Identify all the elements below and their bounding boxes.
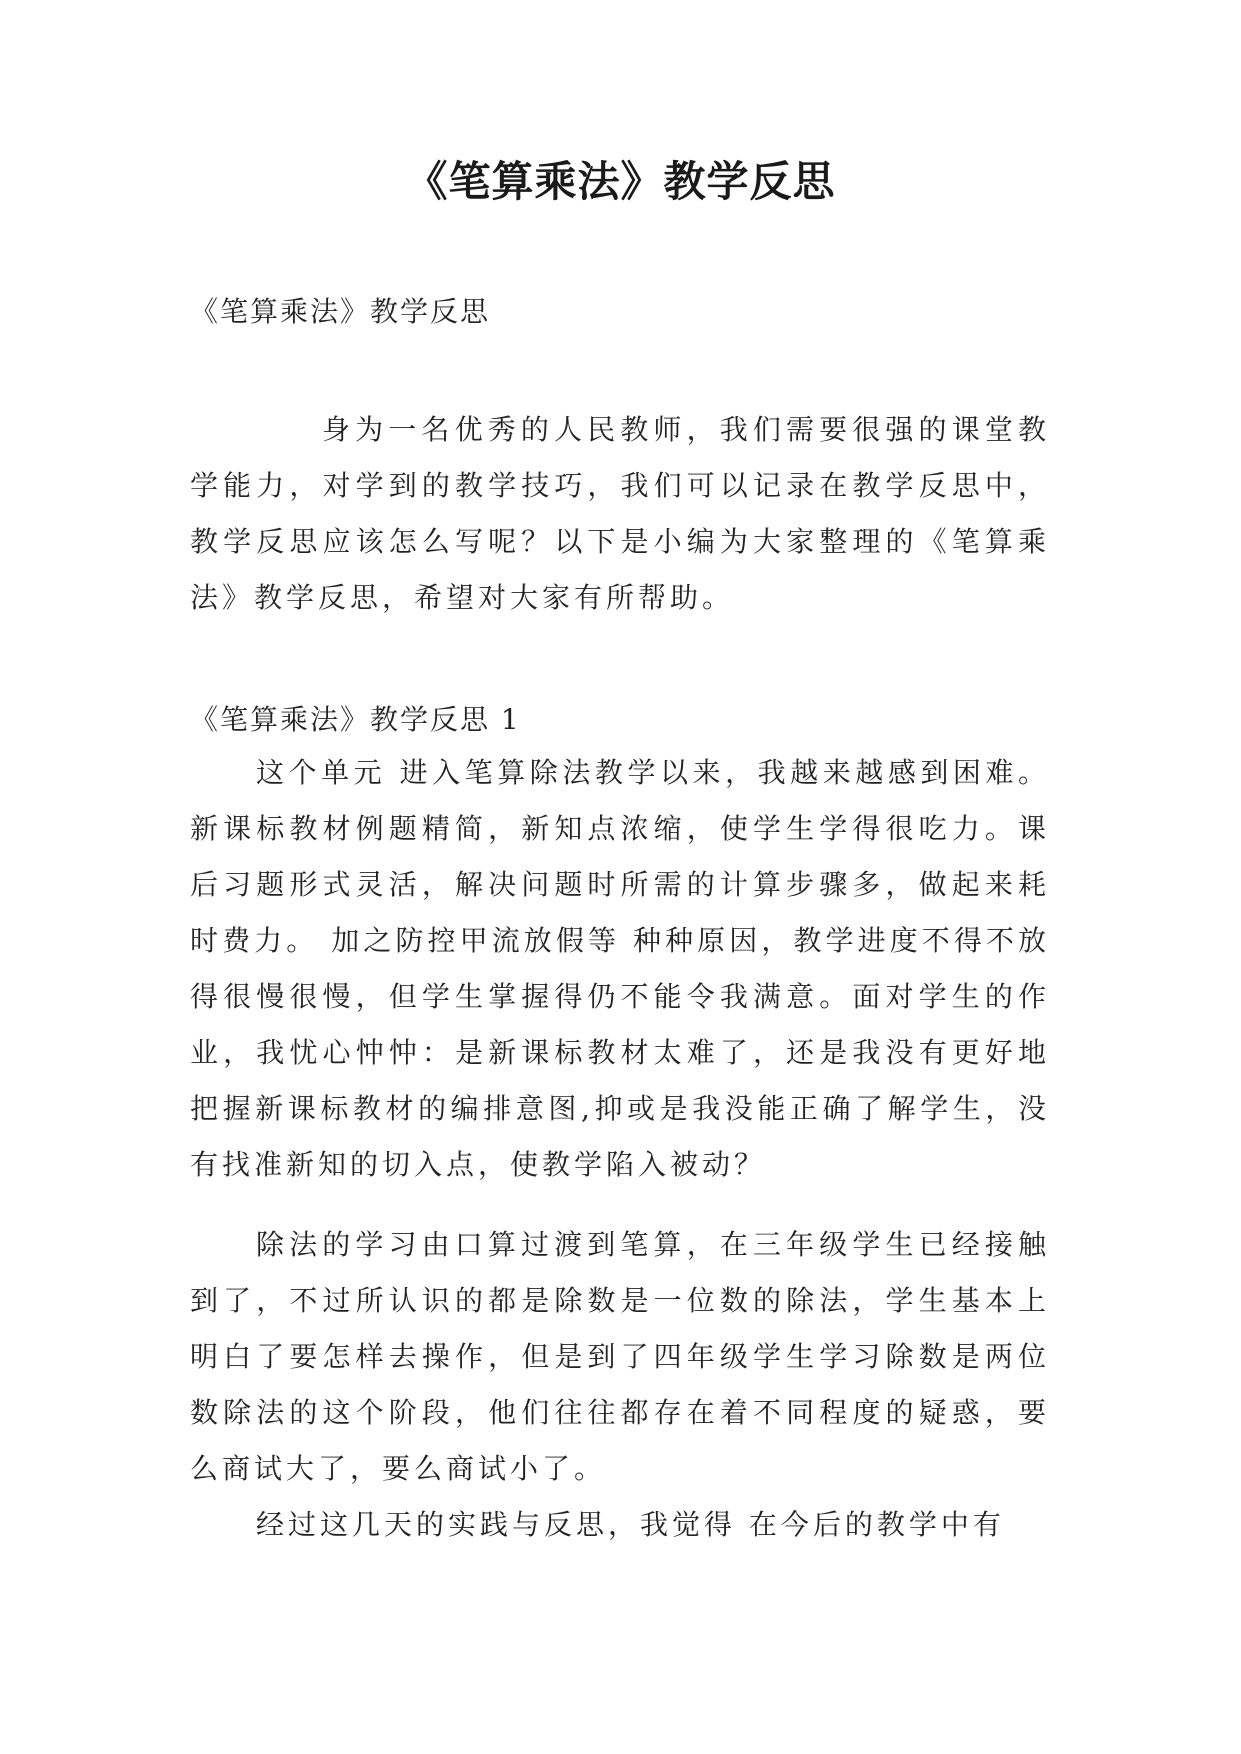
- body-paragraph-1: 这个单元 进入笔算除法教学以来，我越来越感到困难。新课标教材例题精简，新知点浓缩，使学生学得很吃力。课后习题形式灵活，解决问题时所需的计算步骤多，做起来耗时费力。 加之防控甲流放假等 种种原因，教学进度不得不放得很慢很慢，但学生掌握得仍不能令我满意。面对学生的作业，我忧心忡忡：是新课标教材太难了，还是我没有更好地把握新课标教材的编排意图,抑或是我没能正确了解学生，没有找准新知的切入点，使教学陷入被动？: [190, 756, 1050, 1181]
- document-subtitle: 《笔算乘法》教学反思: [190, 295, 491, 328]
- body-paragraph-2: 除法的学习由口算过渡到笔算，在三年级学生已经接触到了，不过所认识的都是除数是一位数的除法，学生基本上明白了要怎样去操作，但是到了四年级学生学习除数是两位数除法的这个阶段，他们往往都存在着不同程度的疑惑，要么商试大了，要么商试小了。: [190, 1228, 1050, 1485]
- body-paragraph-3: 经过这几天的实践与反思，我觉得 在今后的教学中有: [256, 1508, 1005, 1541]
- intro-paragraph: 身为一名优秀的人民教师，我们需要很强的课堂教学能力，对学到的教学技巧，我们可以记录在教学反思中，教学反思应该怎么写呢？以下是小编为大家整理的《笔算乘法》教学反思，希望对大家有所帮助。: [190, 413, 1050, 614]
- section-heading: 《笔算乘法》教学反思 1: [190, 703, 521, 736]
- document-title: 《笔算乘法》教学反思: [405, 157, 836, 206]
